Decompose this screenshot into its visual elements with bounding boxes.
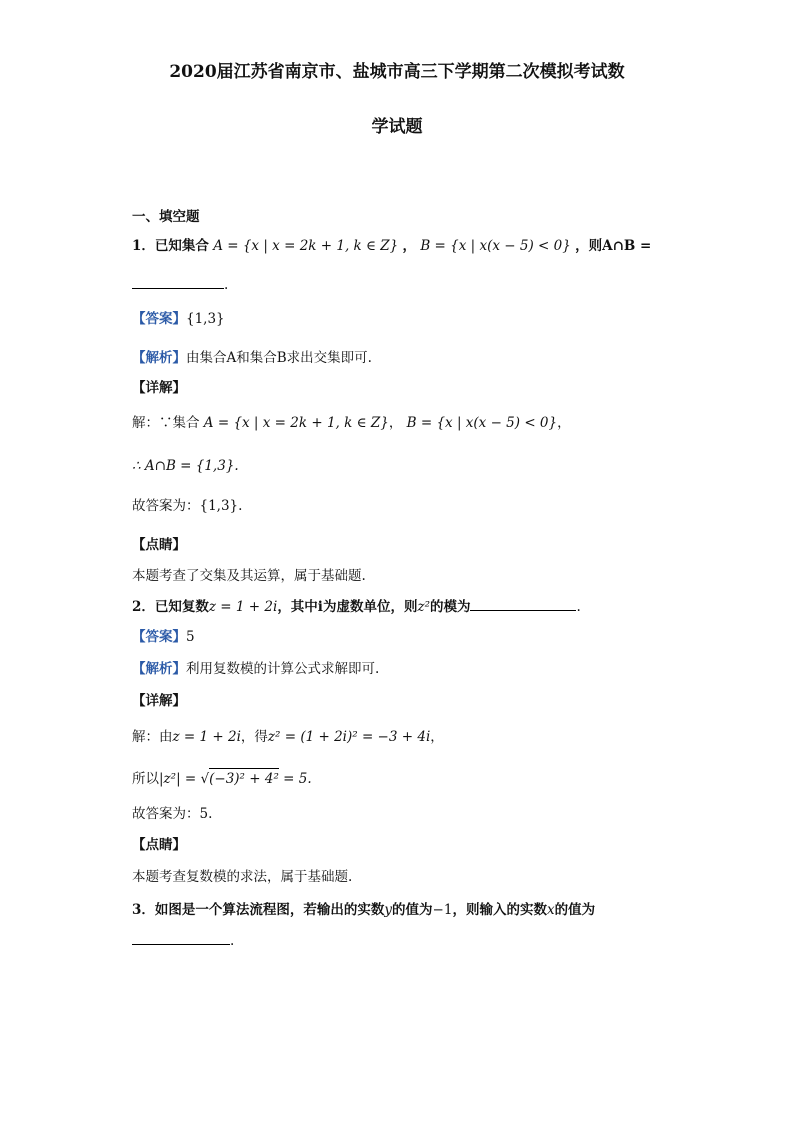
q2-detail-l2-pre: 所以 <box>132 771 159 787</box>
q2-detail-l1-eq: z² = (1 + 2i)² = −3 + 4i <box>267 729 431 745</box>
q1-blank-line: . <box>132 276 228 294</box>
q3-stem-pre: 3．如图是一个算法流程图，若输出的实数 <box>132 902 385 918</box>
section-heading: 一、填空题 <box>132 209 200 225</box>
page-title-line2: 学试题 <box>371 117 423 137</box>
q2-detail-line3: 故答案为：5. <box>132 806 213 822</box>
q2-analysis-text: 利用复数模的计算公式求解即可. <box>186 661 380 677</box>
q1-answer-value: {1,3} <box>186 311 225 327</box>
q2-answer <box>132 628 195 646</box>
q2-analysis <box>132 660 379 678</box>
q1-detail-l1-a: A = {x | x = 2k + 1, k ∈ Z} <box>203 415 389 431</box>
q1-answer <box>132 310 225 328</box>
q2-detail-line1: 解：由z = 1 + 2i，得z² = (1 + 2i)² = −3 + 4i， <box>132 729 444 745</box>
q2-z2: z² <box>417 599 430 615</box>
q1-detail-l1-b: B = {x | x(x − 5) < 0} <box>406 415 558 431</box>
q1-comment-tag: 【点睛】 <box>132 537 186 553</box>
q1-answer-blank <box>132 276 224 289</box>
q1-detail-line3 <box>132 497 242 515</box>
q2-comment-tag: 【点睛】 <box>132 837 186 853</box>
title-block <box>0 62 794 137</box>
q2-stem-post: 的模为 <box>429 599 471 615</box>
q2-detail-l2-lhs: |z²| = <box>159 771 201 787</box>
q1-stem-post: ，则A∩B = <box>575 238 652 254</box>
q3-stem-mid2: ，则输入的实数 <box>452 902 547 918</box>
q2-detail-tag: 【详解】 <box>132 693 186 709</box>
q3-val: −1 <box>432 902 453 918</box>
question-3-stem <box>132 901 595 919</box>
sqrt-symbol: √ <box>200 771 210 787</box>
q2-detail-l1-pre: 解：由 <box>132 729 173 745</box>
q1-detail-l2: ∴ A∩B = {1,3}. <box>132 458 239 474</box>
q2-comment: 本题考查复数模的求法，属于基础题. <box>132 869 353 885</box>
page-title: 2020届江苏省南京市、盐城市高三下学期第二次模拟考试数 <box>169 62 625 82</box>
q1-detail-l1-pre: 解：∵集合 <box>132 415 200 431</box>
q3-blank-line: . <box>132 932 234 950</box>
q1-stem-pre: 1．已知集合 <box>132 238 209 254</box>
q2-analysis-tag: 【解析】 <box>132 661 186 677</box>
q1-analysis <box>132 349 372 367</box>
q1-detail-l3-val: {1,3}. <box>199 498 243 514</box>
q1-detail-line1: 解：∵集合 A = {x | x = 2k + 1, k ∈ Z}， B = {x | x(x − 5) < 0}， <box>132 415 571 431</box>
q2-detail-l2-radicand: (−3)² + 4² <box>209 768 279 788</box>
q2-detail-l2-rhs: = 5. <box>278 771 312 787</box>
q2-stem-mid: ，其中i为虚数单位，则 <box>277 599 418 615</box>
q3-y: y <box>384 902 393 918</box>
q3-answer-blank <box>132 932 230 945</box>
q1-set-b: B = {x | x(x − 5) < 0} <box>420 238 571 254</box>
q1-comment: 本题考查了交集及其运算，属于基础题. <box>132 568 366 584</box>
q2-detail-l1-z: z = 1 + 2i <box>172 729 241 745</box>
question-1-stem: 1．已知集合 A = {x | x = 2k + 1, k ∈ Z} ， B = {x | x(x − 5) < 0} ，则A∩B = <box>132 238 652 254</box>
q1-analysis-tag: 【解析】 <box>132 350 186 366</box>
q2-answer-value: 5 <box>186 629 195 645</box>
q3-x: x <box>546 902 555 918</box>
q1-answer-tag: 【答案】 <box>132 311 186 327</box>
question-2-stem: 2．已知复数z = 1 + 2i，其中i为虚数单位，则z²的模为 . <box>132 599 581 615</box>
q1-set-a: A = {x | x = 2k + 1, k ∈ Z} <box>213 238 399 254</box>
q3-stem-mid: 的值为 <box>392 902 433 918</box>
q2-z: z = 1 + 2i <box>208 599 278 615</box>
q1-detail-tag: 【详解】 <box>132 380 186 396</box>
q3-stem-post: 的值为 <box>554 902 596 918</box>
q1-analysis-text: 由集合A和集合B求出交集即可. <box>186 350 372 366</box>
q2-detail-line2 <box>132 768 312 788</box>
q1-detail-l3-pre: 故答案为： <box>132 498 200 514</box>
q2-answer-tag: 【答案】 <box>132 629 186 645</box>
q2-stem-pre: 2．已知复数 <box>132 599 209 615</box>
q2-answer-blank <box>470 598 576 611</box>
q1-detail-line2 <box>132 457 239 475</box>
q2-detail-l1-mid: ，得 <box>240 729 268 745</box>
